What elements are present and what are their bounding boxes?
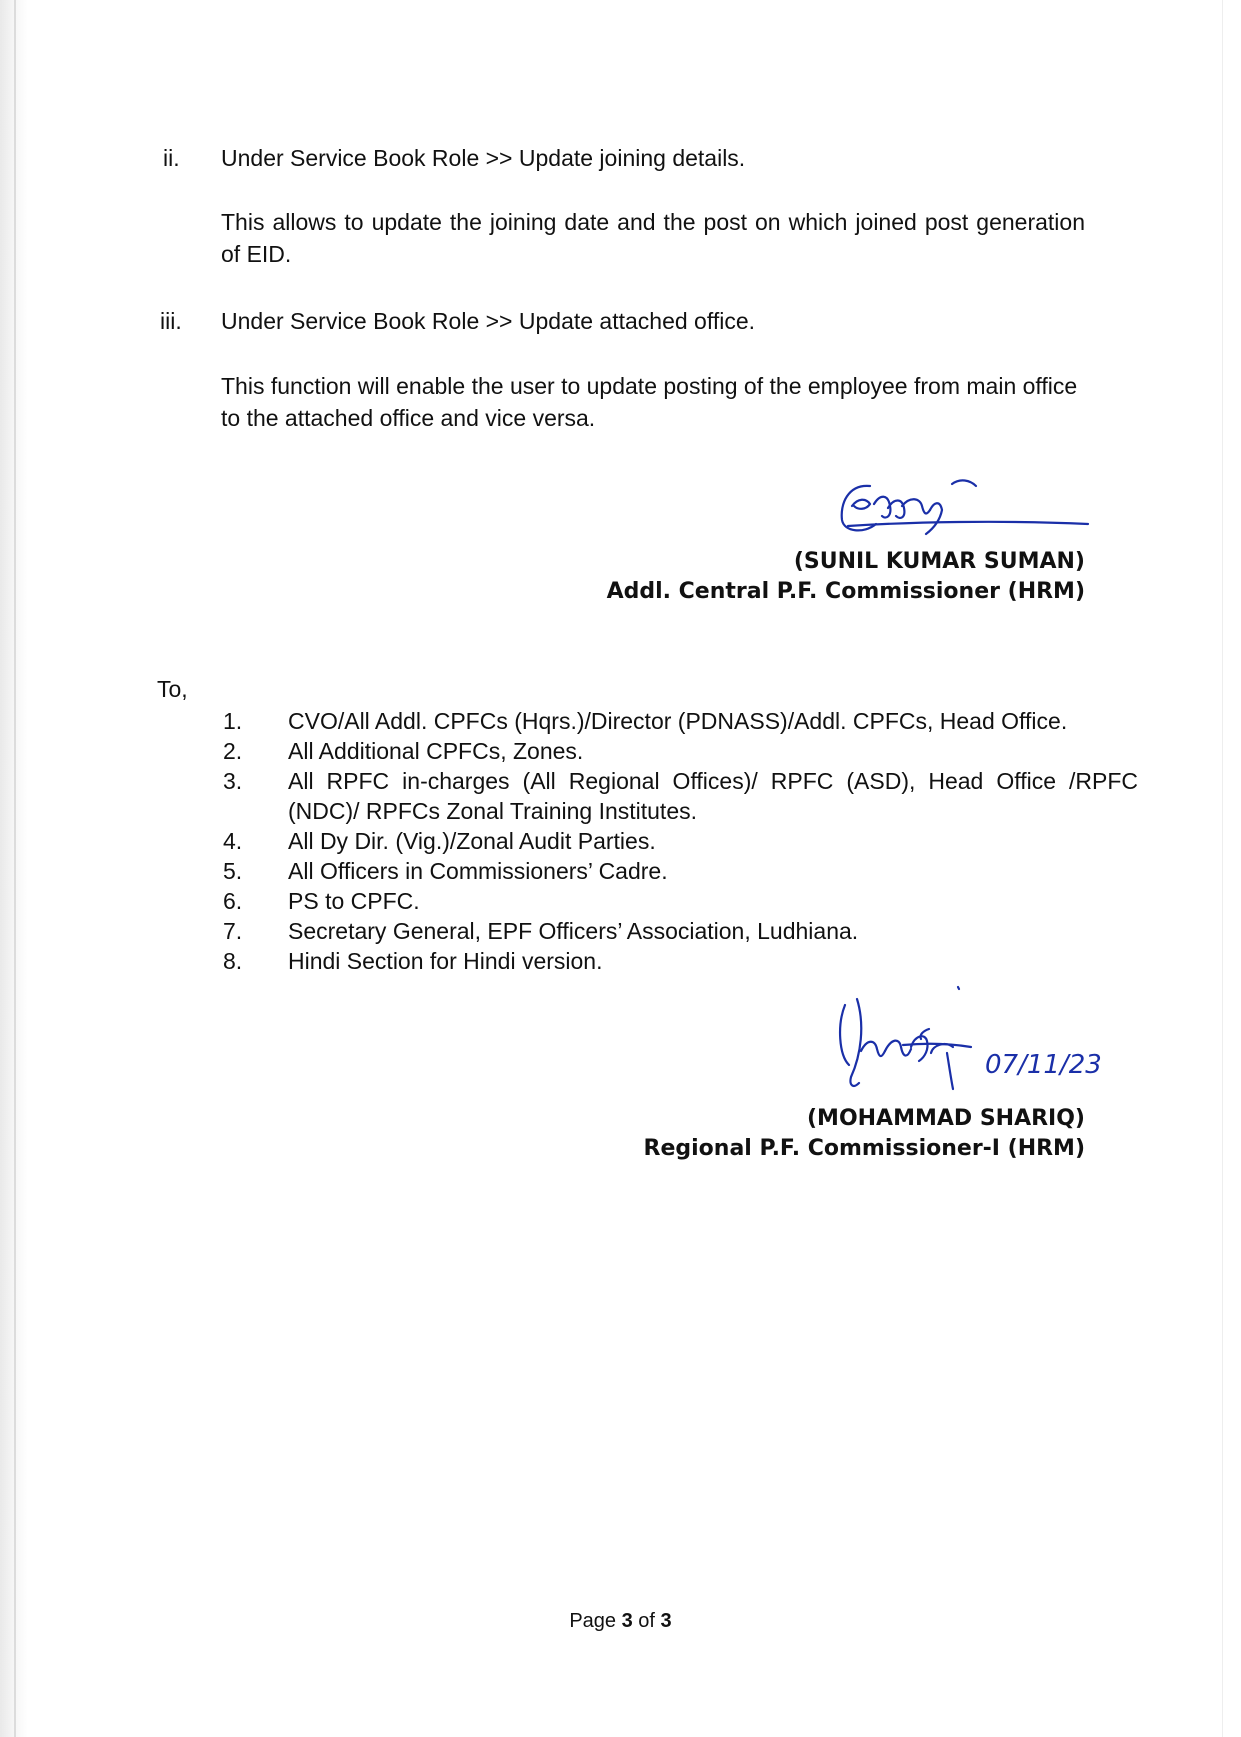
- page-binding-line: [14, 0, 16, 1737]
- recipient-text: CVO/All Addl. CPFCs (Hqrs.)/Director (PDNASS)/Addl. CPFCs, Head Office.: [288, 708, 1068, 734]
- recipient-text: Hindi Section for Hindi version.: [288, 948, 603, 974]
- signatory-1-name: (SUNIL KUMAR SUMAN): [793, 549, 1085, 574]
- recipient-text: All Officers in Commissioners’ Cadre.: [288, 858, 668, 884]
- recipient-text: All RPFC in-charges (All Regional Offices)/ RPFC (ASD), Head Office /RPFC (NDC)/ RPFCs Zonal Training Institutes.: [288, 768, 1138, 824]
- page-footer: [0, 1608, 1241, 1634]
- recipient-text: PS to CPFC.: [288, 888, 420, 914]
- recipient-number: 4.: [223, 828, 243, 854]
- signature-shariq: [835, 985, 1170, 1100]
- recipient-number: 6.: [223, 888, 243, 914]
- footer-current-page: 3: [621, 1610, 633, 1632]
- signatory-2-designation: Regional P.F. Commissioner-I (HRM): [643, 1136, 1085, 1161]
- footer-of-word: of: [638, 1610, 655, 1632]
- signatory-2-name: (MOHAMMAD SHARIQ): [807, 1106, 1085, 1131]
- item-description-iii: This function will enable the user to update posting of the employee from main office to the attached office and vice versa.: [221, 373, 1078, 431]
- recipient-number: 7.: [223, 918, 243, 944]
- recipient-number: 1.: [223, 708, 243, 734]
- recipient-number: 2.: [223, 738, 243, 764]
- footer-total-pages: 3: [660, 1610, 672, 1632]
- item-heading-ii: Under Service Book Role >> Update joining details.: [221, 145, 746, 171]
- item-marker-iii: iii.: [160, 308, 182, 334]
- signature-suman: [830, 476, 1090, 546]
- to-label: To,: [157, 676, 188, 702]
- item-description-ii: This allows to update the joining date and the post on which joined post generation of EID.: [221, 209, 1085, 267]
- recipient-text: All Dy Dir. (Vig.)/Zonal Audit Parties.: [288, 828, 656, 854]
- item-heading-iii: Under Service Book Role >> Update attached office.: [221, 308, 756, 334]
- recipient-text: All Additional CPFCs, Zones.: [288, 738, 584, 764]
- handwritten-date: 07/11/23: [985, 1050, 1102, 1080]
- footer-page-word: Page: [569, 1610, 617, 1632]
- recipient-text: Secretary General, EPF Officers’ Association, Ludhiana.: [288, 918, 859, 944]
- item-marker-ii: ii.: [163, 145, 180, 171]
- recipient-number: 8.: [223, 948, 243, 974]
- page-right-edge: [1222, 0, 1223, 1737]
- recipient-number: 5.: [223, 858, 243, 884]
- recipient-number: 3.: [223, 768, 243, 794]
- signatory-1-designation: Addl. Central P.F. Commissioner (HRM): [606, 579, 1085, 604]
